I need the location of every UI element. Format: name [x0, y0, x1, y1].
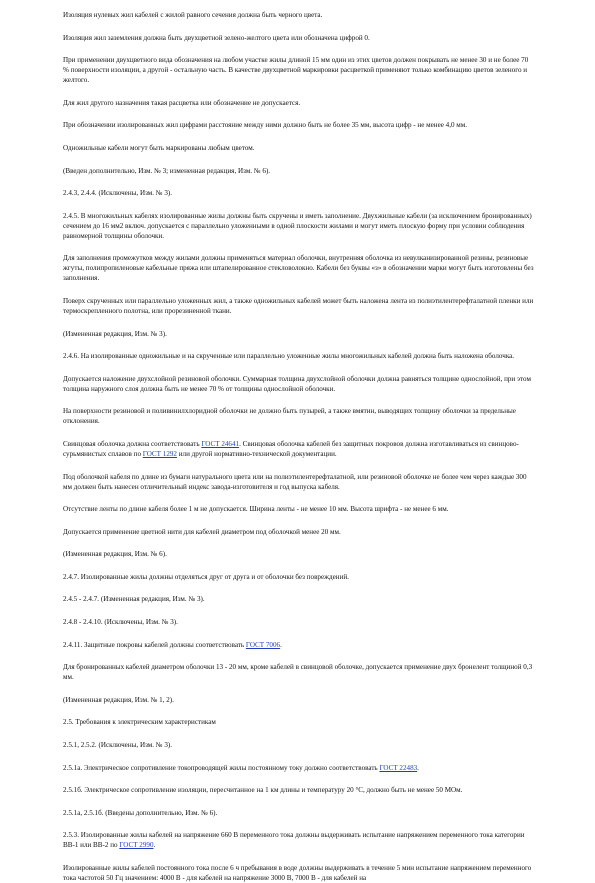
- gost-reference-link[interactable]: ГОСТ 7006: [245, 640, 281, 649]
- document-paragraph: [63, 329, 535, 339]
- document-paragraph: [63, 98, 535, 108]
- document-paragraph: [63, 740, 535, 750]
- document-paragraph: [63, 374, 535, 394]
- document-paragraph: [63, 640, 535, 650]
- paragraph-text: (Измененная редакция, Изм. № 3).: [63, 329, 167, 338]
- paragraph-text: (Измененная редакция, Изм. № 6).: [63, 550, 167, 559]
- paragraph-text: Под оболочкой кабеля по длине из бумаги натурального цвета или на полиэтилентерефталатной, или резиновой оболочке не более чем через каждые 300 мм должен быть нанесен отличительный индекс завода-изготовителя и год выпуска кабеля.: [63, 472, 527, 491]
- paragraph-text: 2.5.1, 2.5.2. (Исключены, Изм. № 3).: [63, 741, 173, 750]
- paragraph-text: Изолированные жилы кабелей постоянного тока после 6 ч пребывания в воде должны выдерживать в течение 5 мин испытание напряжением переменного тока частотой 50 Гц значением: 4000 В - для кабелей на напряжение 3000 В, 7000 В - для кабелей на: [63, 864, 532, 882]
- document-paragraph: [63, 406, 535, 426]
- document-paragraph: [63, 10, 535, 20]
- document-paragraph: [63, 594, 535, 604]
- document-paragraph: [63, 55, 535, 85]
- paragraph-text: . Свинцовая оболочка кабелей без защитных покровов должна изготавливаться из свинцово-сурьмянистых сплавов по: [63, 439, 519, 458]
- document-paragraph: [63, 296, 535, 316]
- paragraph-text: Допускается наложение двухслойной резиновой оболочки. Суммарная толщина двухслойной оболочки должна равняться толщине однослойной, при этом толщина наружного слоя должна быть не менее 70 % от толщины однослойной оболочки.: [63, 374, 531, 393]
- document-paragraph: [63, 808, 535, 818]
- paragraph-text: .: [280, 640, 282, 649]
- paragraph-text: 2.4.7. Изолированные жилы должны отделяться друг от друга и от оболочки без повреждений.: [63, 572, 349, 581]
- paragraph-text: Свинцовая оболочка должна соответствовать: [63, 439, 202, 448]
- paragraph-text: Одножильные кабели могут быть маркированы любым цветом.: [63, 143, 255, 152]
- document-paragraph: [63, 439, 535, 459]
- paragraph-text: или другой нормативно-технической документации.: [176, 449, 337, 458]
- document-paragraph: [63, 351, 535, 361]
- gost-reference-link[interactable]: ГОСТ 22483: [379, 763, 418, 772]
- document-paragraph: [63, 785, 535, 795]
- paragraph-text: 2.4.8 - 2.4.10. (Исключены, Изм. № 3).: [63, 618, 178, 627]
- document-paragraph: [63, 830, 535, 850]
- document-paragraph: [63, 188, 535, 198]
- paragraph-text: 2.4.6. На изолированные одножильные и на скрученные или параллельно уложенные жилы многожильных кабелей должна быть наложена оболочка.: [63, 352, 515, 361]
- paragraph-text: Изоляция нулевых жил кабелей с жилой равного сечения должна быть черного цвета.: [63, 11, 323, 19]
- paragraph-text: Для жил другого назначения такая расцветка или обозначение не допускается.: [63, 98, 301, 107]
- paragraph-text: 2.5.3. Изолированные жилы кабелей на напряжение 660 В переменного тока должны выдерживать испытание напряжением переменного тока категории ВВ-1 или ВВ-2 по: [63, 831, 525, 850]
- document-paragraph: [63, 253, 535, 283]
- document-paragraph: [63, 33, 535, 43]
- document-paragraph: [63, 763, 535, 773]
- document-paragraph: [63, 527, 535, 537]
- paragraph-text: 2.5. Требования к электрическим характеристикам: [63, 718, 216, 727]
- paragraph-text: 2.5.1а, 2.5.1б. (Введены дополнительно, Изм. № 6).: [63, 808, 218, 817]
- paragraph-text: При обозначении изолированных жил цифрами расстояние между ними должно быть не более 35 мм, высота цифр - не менее 4,0 мм.: [63, 121, 468, 130]
- paragraph-text: 2.4.11. Защитные покровы кабелей должны соответствовать: [63, 640, 246, 649]
- paragraph-text: Для бронированных кабелей диаметром оболочки 13 - 20 мм, кроме кабелей в свинцовой оболочке, допускается применение двух бронелент толщиной 0,3 мм.: [63, 663, 533, 682]
- document-paragraph: [63, 143, 535, 153]
- document-paragraph: [63, 549, 535, 559]
- paragraph-text: 2.5.1а. Электрическое сопротивление токопроводящей жилы постоянному току должно соответствовать: [63, 763, 380, 772]
- paragraph-text: Отсутствие ленты по длине кабеля более 1 м не допускается. Ширина ленты - не менее 10 мм. Высота шрифта - не менее 6 мм.: [63, 505, 449, 514]
- document-paragraph: [63, 695, 535, 705]
- paragraph-text: 2.4.3, 2.4.4. (Исключены, Изм. № 3).: [63, 189, 173, 198]
- paragraph-text: (Измененная редакция, Изм. № 1, 2).: [63, 695, 174, 704]
- paragraph-text: Изоляция жил заземления должна быть двухцветной зелено-желтого цвета или обозначена цифрой 0.: [63, 33, 370, 42]
- paragraph-text: Для заполнения промежутков между жилами должны применяться материал оболочки, внутренняя оболочка из невулканизированной резины, резиновые жгуты, полипропиленовые кабельные пряжа или штапелированное стекловолокно. Кабели без буквы «з» в обозначении марки могут быть изготовлены без заполнения.: [63, 254, 534, 283]
- paragraph-text: 2.4.5. В многожильных кабелях изолированные жилы должны быть скручены и иметь заполнение. Двухжильные кабели (за исключением бронированных) сечением до 16 мм2 включ. допускается с параллельно уложенными в одной плоскости жилами и могут иметь плоскую форму при условии соблюдения равномерной толщины оболочки.: [63, 211, 532, 240]
- document-paragraph: [63, 120, 535, 130]
- document-paragraph: [63, 166, 535, 176]
- paragraph-text: .: [417, 763, 419, 772]
- document-paragraph: [63, 662, 535, 682]
- document-paragraph: [63, 863, 535, 883]
- document-paragraph: [63, 472, 535, 492]
- paragraph-text: 2.4.5 - 2.4.7. (Измененная редакция, Изм. № 3).: [63, 595, 205, 604]
- paragraph-text: Допускается применение цветной нити для кабелей диаметром под оболочкой менее 20 мм.: [63, 527, 341, 536]
- gost-reference-link[interactable]: ГОСТ 2990: [119, 841, 154, 850]
- paragraph-text: Поверх скрученных или параллельно уложенных жил, а также одножильных кабелей может быть наложена лента из полиэтилентерефталатной пленки или термоскрепленного полотна, или прорезиненной ткани.: [63, 296, 534, 315]
- paragraph-text: При применении двухцветного вида обозначения на любом участке жилы длиной 15 мм один из этих цветов должен покрывать не менее 30 и не более 70 % поверхности изоляции, а другой - остальную часть. В качестве двухцветной маркировки расцветкой применяют только комбинацию цветов зеленого и желтого.: [63, 56, 529, 85]
- paragraph-text: На поверхности резиновой и поливинилхлоридной оболочки не должно быть пузырей, а также вмятин, выводящих толщину оболочки за предельные отклонения.: [63, 407, 516, 426]
- document-paragraph: [63, 717, 535, 727]
- document-paragraph: [63, 211, 535, 241]
- document-paragraph: [63, 572, 535, 582]
- paragraph-text: .: [153, 841, 156, 850]
- gost-reference-link[interactable]: ГОСТ 24641: [201, 439, 240, 448]
- gost-reference-link[interactable]: ГОСТ 1292: [142, 449, 177, 458]
- document-paragraph: [63, 504, 535, 514]
- paragraph-text: (Введен дополнительно, Изм. № 3; измененная редакция, Изм. № 6).: [63, 166, 271, 175]
- document-paragraph: [63, 617, 535, 627]
- paragraph-text: 2.5.1б. Электрическое сопротивление изоляции, пересчитанное на 1 км длины и температуру 20 °С, должно быть не менее 50 МОм.: [63, 786, 463, 795]
